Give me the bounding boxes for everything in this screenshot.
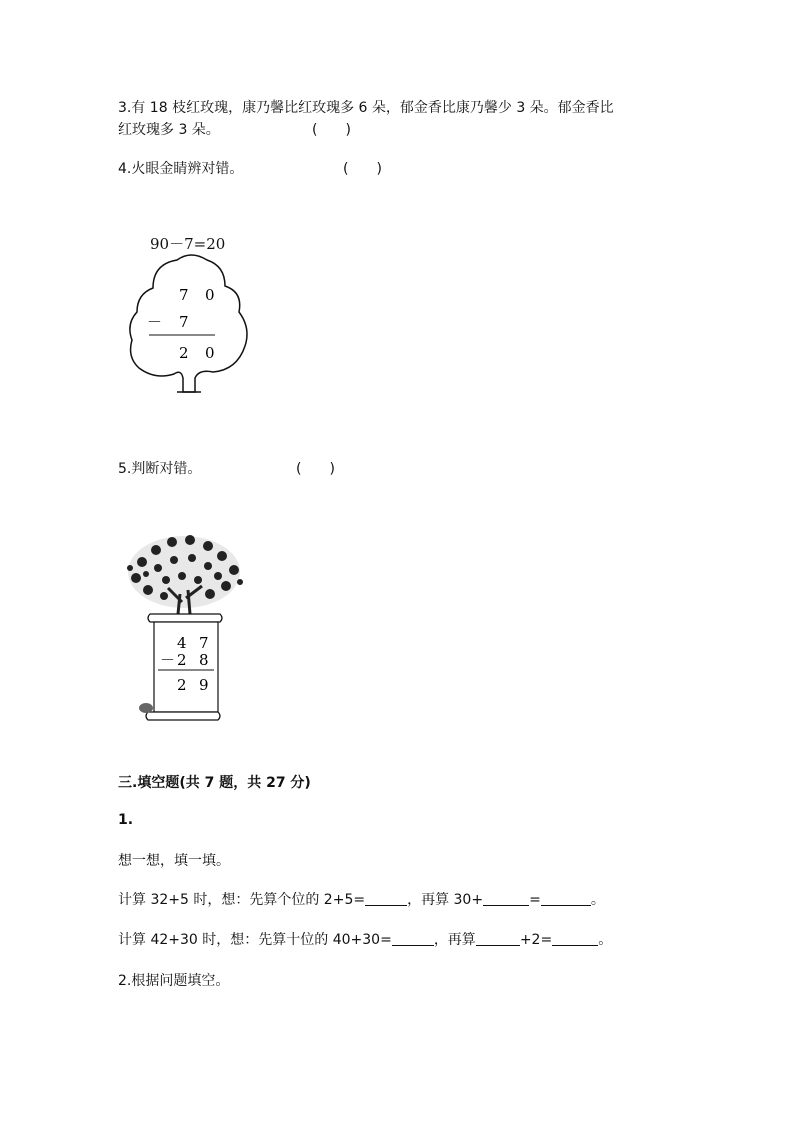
- section3-q1-number: 1.: [118, 812, 134, 828]
- section3-q2: 2.根据问题填空。: [118, 973, 230, 989]
- answer-blank-2[interactable]: [483, 891, 529, 906]
- q1-line1-text-d: 。: [590, 892, 605, 908]
- scroll-top: [148, 614, 222, 622]
- section3-q1-line2: [118, 929, 612, 949]
- q5-sub-ones: 8: [199, 651, 209, 669]
- q3-line2: 红玫瑰多 3 朵。: [118, 122, 220, 138]
- q5-answer-parens[interactable]: ( ): [296, 461, 335, 477]
- answer-blank-5[interactable]: [476, 931, 520, 946]
- q4-tree-figure: [125, 252, 255, 397]
- q5-minus-sign: －: [160, 651, 176, 669]
- q4-sub-ones: 7: [179, 313, 189, 331]
- q3-answer-parens[interactable]: ( ): [312, 122, 351, 138]
- scroll-bottom: [146, 712, 220, 720]
- q5-res-tens: 2: [177, 676, 187, 694]
- q5-text: 5.判断对错。: [118, 461, 202, 477]
- snail-decoration: [139, 703, 153, 713]
- q4-res-tens: 2: [179, 344, 189, 362]
- q5-sub-tens: 2: [177, 651, 187, 669]
- answer-blank-1[interactable]: [365, 891, 407, 906]
- q4-top-ones: 0: [205, 286, 215, 304]
- q5-heart-tree-figure: [122, 532, 257, 727]
- q4-top-tens: 7: [179, 286, 189, 304]
- q1-line1-text-c: =: [529, 892, 541, 908]
- q4-res-ones: 0: [205, 344, 215, 362]
- section3-heading: 三.填空题(共 7 题，共 27 分): [118, 775, 311, 791]
- section3-q1-prompt: 想一想，填一填。: [118, 853, 230, 869]
- q1-line2-text-c: +2=: [519, 932, 553, 948]
- q1-line1-text-b: ，再算 30+: [407, 892, 484, 908]
- q4-text: 4.火眼金睛辨对错。: [118, 161, 244, 177]
- answer-blank-6[interactable]: [552, 931, 598, 946]
- q4-minus-sign: －: [147, 313, 163, 331]
- answer-blank-4[interactable]: [392, 931, 434, 946]
- q4-answer-parens[interactable]: ( ): [343, 161, 382, 177]
- q1-line2-text-a: 计算 42+30 时，想：先算十位的 40+30=: [118, 932, 392, 948]
- q1-line1-text-a: 计算 32+5 时，想：先算个位的 2+5=: [118, 892, 366, 908]
- q1-line2-text-d: 。: [598, 932, 613, 948]
- q4-equation: 90－7=20: [150, 235, 226, 253]
- section3-q1-line1: [118, 889, 605, 909]
- heart-tree-canopy: [127, 535, 243, 608]
- q1-line2-text-b: ，再算: [433, 932, 476, 948]
- answer-blank-3[interactable]: [541, 891, 591, 906]
- q5-top-ones: 7: [199, 634, 209, 652]
- q3-line1: 3.有 18 枝红玫瑰，康乃馨比红玫瑰多 6 朵，郁金香比康乃馨少 3 朵。郁金香比: [118, 100, 614, 116]
- q5-res-ones: 9: [199, 676, 209, 694]
- q5-top-tens: 4: [177, 634, 187, 652]
